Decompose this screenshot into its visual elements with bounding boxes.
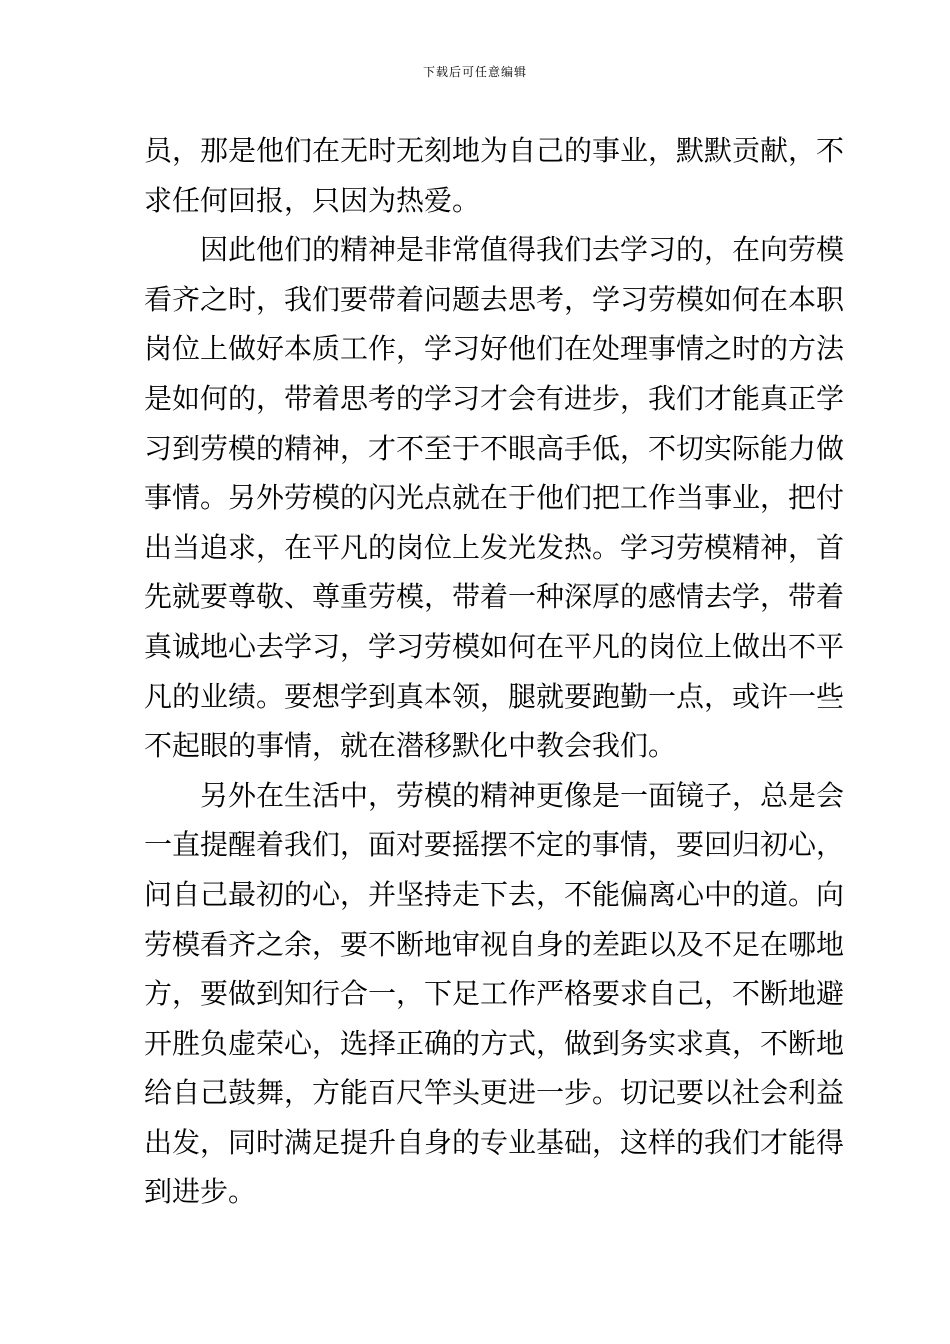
text-line: 先就要尊敬、尊重劳模，带着一种深厚的感情去学，带着 [144,580,845,614]
text-line: 是如何的，带着思考的学习才会有进步，我们才能真正学 [144,381,845,415]
document-body [144,126,845,1217]
text-line: 另外在生活中，劳模的精神更像是一面镜子，总是会 [200,778,845,812]
text-line: 出当追求，在平凡的岗位上发光发热。学习劳模精神，首 [144,530,845,564]
text-line: 问自己最初的心，并坚持走下去，不能偏离心中的道。向 [144,877,845,911]
page-header: 下载后可任意编辑 [422,65,527,79]
text-line: 到进步。 [144,1175,257,1209]
text-line: 员，那是他们在无时无刻地为自己的事业，默默贡献，不 [144,134,845,167]
text-line: 因此他们的精神是非常值得我们去学习的，在向劳模 [200,233,845,267]
text-line: 求任何回报，只因为热爱。 [144,183,481,217]
text-line: 看齐之时，我们要带着问题去思考，学习劳模如何在本职 [144,282,845,316]
text-line: 不起眼的事情，就在潜移默化中教会我们。 [144,729,677,763]
paragraph [144,771,845,1217]
text-line: 出发，同时满足提升自身的专业基础，这样的我们才能得 [144,1125,845,1159]
text-line: 习到劳模的精神，才不至于不眼高手低，不切实际能力做 [144,431,845,465]
paragraph [144,126,845,225]
text-line: 方，要做到知行合一，下足工作严格要求自己，不断地避 [144,977,845,1011]
text-line: 岗位上做好本质工作，学习好他们在处理事情之时的方法 [144,332,845,366]
text-line: 凡的业绩。要想学到真本领，腿就要跑勤一点，或许一些 [144,679,845,713]
text-line: 给自己鼓舞，方能百尺竿头更进一步。切记要以社会利益 [144,1076,845,1110]
text-line: 劳模看齐之余，要不断地审视自身的差距以及不足在哪地 [144,927,845,961]
text-line: 真诚地心去学习，学习劳模如何在平凡的岗位上做出不平 [144,629,845,663]
text-line: 一直提醒着我们，面对要摇摆不定的事情，要回归初心， [144,828,845,862]
paragraph [144,225,845,771]
text-line: 事情。另外劳模的闪光点就在于他们把工作当事业，把付 [144,481,845,515]
text-line: 开胜负虚荣心，选择正确的方式，做到务实求真，不断地 [144,1026,845,1060]
